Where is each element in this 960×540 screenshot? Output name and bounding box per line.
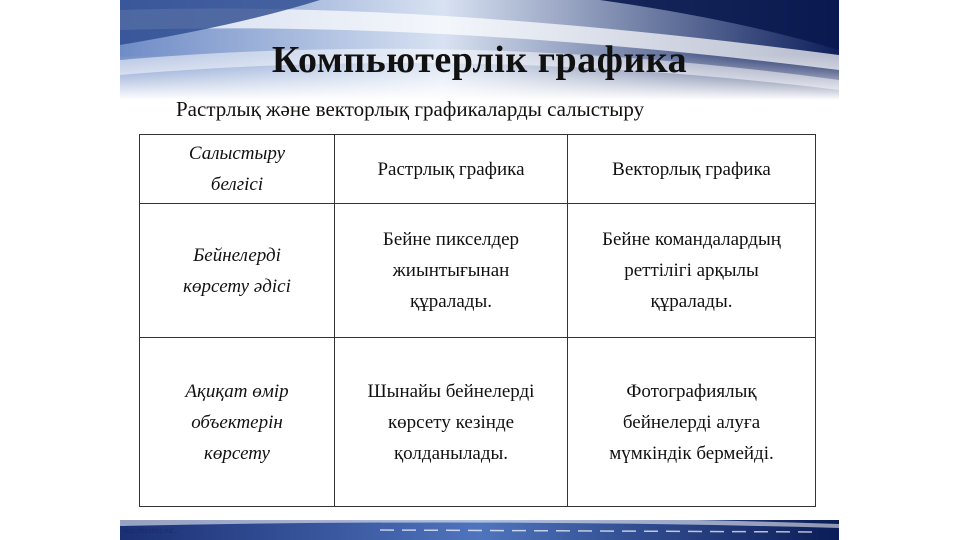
- vector-cell: Фотографиялық бейнелерді алуға мүмкіндік бермейді.: [568, 338, 816, 507]
- table-row: [140, 204, 816, 338]
- criterion-cell: Бейнелерді көрсету әдісі: [140, 204, 335, 338]
- criterion-cell: Ақиқат өмір объектерін көрсету: [140, 338, 335, 507]
- footer-decoration: [120, 512, 839, 540]
- slide-title: Компьютерлік графика: [271, 39, 688, 81]
- raster-cell: Бейне пикселдер жиынтығынан құралады.: [335, 204, 568, 338]
- raster-cell: Шынайы бейнелерді көрсету кезінде қолданылады.: [335, 338, 568, 507]
- table-header-row: [140, 135, 816, 204]
- footer-url: http://bestloc.ru/...: [123, 528, 179, 535]
- comparison-table: [139, 134, 816, 507]
- slide: [120, 0, 839, 540]
- header-criterion: Салыстыру белгісі: [140, 135, 335, 204]
- table-row: [140, 338, 816, 507]
- slide-subtitle: Растрлық және векторлық графикаларды салыстыру: [176, 97, 645, 121]
- header-raster: Растрлық графика: [335, 135, 568, 204]
- header-vector: Векторлық графика: [568, 135, 816, 204]
- vector-cell: Бейне командалардың реттілігі арқылы құралады.: [568, 204, 816, 338]
